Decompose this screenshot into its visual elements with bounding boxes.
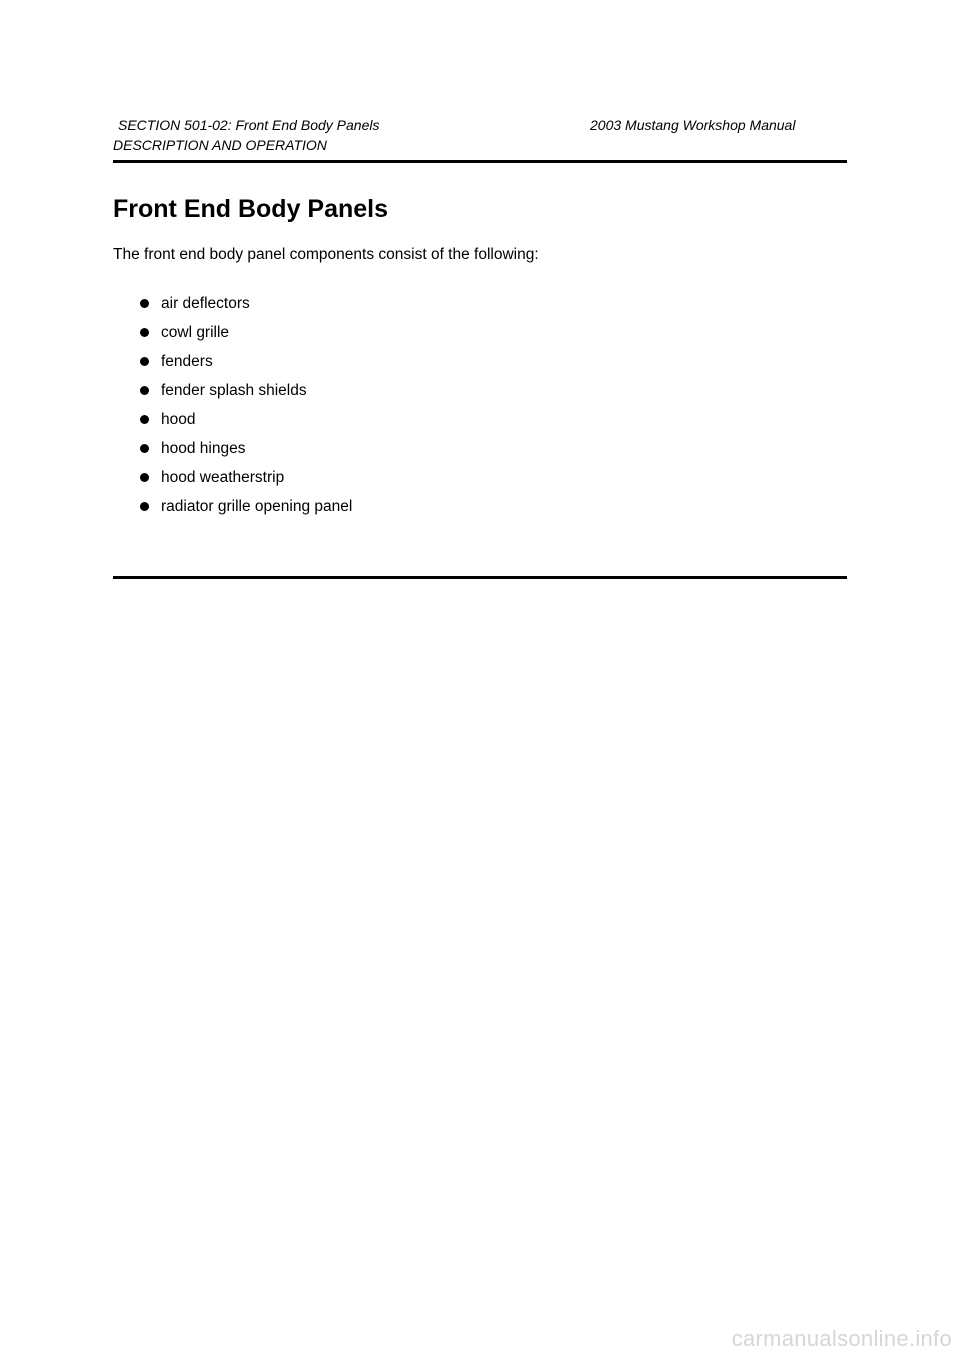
header-manual-title: 2003 Mustang Workshop Manual	[590, 117, 796, 133]
list-item	[140, 410, 352, 439]
list-item-label: hood hinges	[161, 440, 246, 457]
list-item-label: cowl grille	[161, 324, 230, 341]
bullet-icon	[140, 299, 149, 308]
bullet-icon	[140, 473, 149, 482]
bullet-icon	[140, 386, 149, 395]
list-item	[140, 468, 352, 497]
list-item	[140, 497, 352, 526]
list-item-label: radiator grille opening panel	[161, 498, 353, 515]
header-section-title: SECTION 501-02: Front End Body Panels	[118, 117, 380, 133]
bullet-icon	[140, 328, 149, 337]
list-item	[140, 381, 352, 410]
list-item-label: hood	[161, 411, 196, 428]
list-item-label: fenders	[161, 353, 213, 370]
list-item-label: air deflectors	[161, 295, 250, 312]
bullet-icon	[140, 415, 149, 424]
footer-divider	[113, 576, 847, 579]
watermark: carmanualsonline.info	[731, 1326, 952, 1351]
component-list	[140, 294, 352, 526]
list-item	[140, 294, 352, 323]
intro-paragraph: The front end body panel components consist of the following:	[113, 246, 539, 263]
list-item-label: fender splash shields	[161, 382, 307, 399]
bullet-icon	[140, 444, 149, 453]
bullet-icon	[140, 357, 149, 366]
bullet-icon	[140, 502, 149, 511]
list-item-label: hood weatherstrip	[161, 469, 285, 486]
list-item	[140, 352, 352, 381]
header-subsection: DESCRIPTION AND OPERATION	[113, 137, 327, 153]
page-title: Front End Body Panels	[113, 195, 389, 223]
list-item	[140, 323, 352, 352]
header-divider	[113, 160, 847, 163]
list-item	[140, 439, 352, 468]
